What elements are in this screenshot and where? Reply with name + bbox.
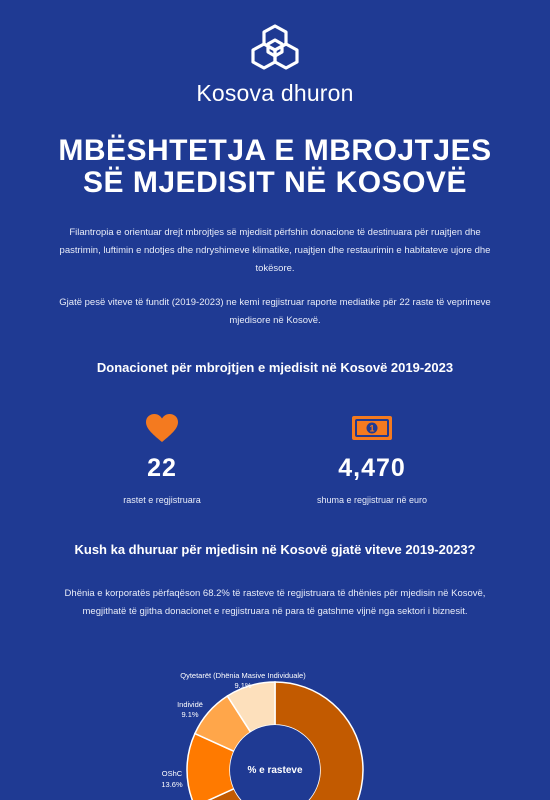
stat-amount-label: shuma e regjistruar në euro: [316, 495, 428, 505]
label-individuals-name: Individë: [177, 700, 203, 709]
section-heading-donations: Donacionet për mbrojtjen e mjedisit në Kosovë 2019-2023: [96, 360, 454, 375]
label-individuals-value: 9.1%: [181, 710, 199, 719]
stat-amount: [272, 410, 472, 505]
donut-center-label: % e rasteve: [247, 765, 303, 776]
banknote-icon: [351, 415, 393, 441]
page-title: [0, 135, 550, 199]
page-title-line1: MBËSHTETJA E MBROJTJES: [58, 134, 492, 167]
stat-cases-value: 22: [147, 454, 177, 482]
label-citizens-name: Qytetarët (Dhënia Masive Individuale): [180, 671, 306, 680]
heart-icon: [145, 413, 179, 443]
stat-cases-label: rastet e regjistruara: [123, 495, 201, 505]
stat-cases: [62, 410, 262, 505]
intro-paragraph-1: Filantropia e orientuar drejt mbrojtjes së mjedisit përfshin donacione të destinuara për ruajtjen dhe pastrimin, luftimin e ndotjes dhe ndryshimeve klimatike, ruajtjen dhe restaurimin e habitateve ujore dhe tokësore.: [59, 227, 491, 274]
donors-paragraph: Dhënia e korporatës përfaqëson 68.2% të rasteve të regjistruara të dhënies për mjedisin në Kosovë, megjithatë të gjitha donacionet e regjistruara në para të gatshme vijnë nga sektori i biznesit.: [64, 588, 486, 617]
page-title-line2: SË MJEDISIT NË KOSOVË: [83, 166, 467, 199]
donor-donut-chart: [0, 660, 550, 800]
label-oshc-name: OShC: [161, 769, 183, 778]
brand-name: Kosova dhuron: [196, 80, 354, 106]
stat-amount-value: 4,470: [338, 454, 406, 482]
label-citizens-value: 9.1%: [234, 681, 252, 690]
interlocked-hexagon-icon: [249, 22, 301, 74]
brand-logo: [0, 22, 550, 74]
intro-paragraph-2: Gjatë pesë viteve të fundit (2019-2023) ne kemi regjistruar raporte mediatike për 22 raste të veprimeve mjedisore në Kosovë.: [59, 297, 491, 326]
svg-text:1: 1: [369, 423, 375, 434]
section-heading-donors: Kush ka dhuruar për mjedisin në Kosovë gjatë viteve 2019-2023?: [74, 542, 476, 557]
label-oshc-value: 13.6%: [161, 780, 183, 789]
